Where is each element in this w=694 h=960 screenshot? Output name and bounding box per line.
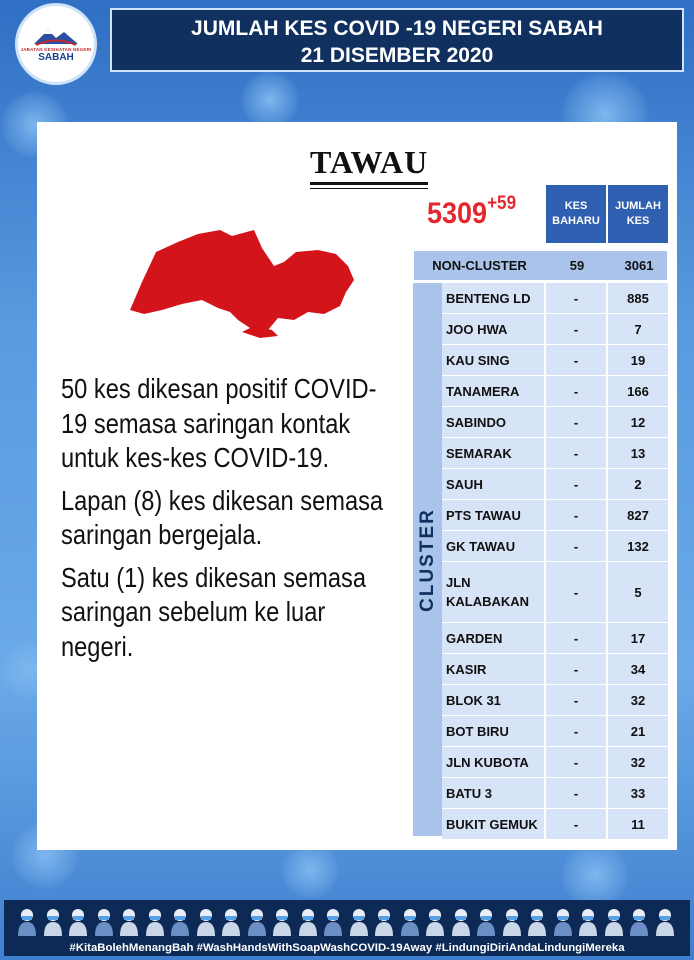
row-divider [606, 747, 608, 777]
cluster-new-cases: - [573, 785, 579, 801]
table-row [442, 531, 668, 562]
cluster-new-cases: - [573, 584, 579, 600]
cluster-name: JOO HWA [446, 321, 508, 337]
cluster-total-cases: 885 [627, 290, 649, 306]
total-cases-value: 5309 [427, 197, 488, 230]
frontliner-figure-icon [501, 906, 523, 936]
table-row [442, 778, 668, 809]
description-paragraph-1: 50 kes dikesan positif COVID-19 semasa saringan kontak untuk kes-kes COVID-19. [61, 373, 377, 473]
health-department-logo [18, 6, 94, 82]
table-row [442, 469, 668, 500]
row-divider [544, 654, 546, 684]
footer-banner [4, 900, 690, 956]
row-divider [606, 283, 608, 313]
table-row [442, 283, 668, 314]
cluster-name: KAU SING [446, 352, 510, 368]
row-divider [606, 809, 608, 839]
cluster-label-text: CLUSTER [416, 507, 438, 612]
frontliner-figure-icon [42, 906, 64, 936]
header-total-cases: JUMLAH KES [608, 185, 668, 243]
frontliner-figure-icon [220, 906, 242, 936]
cluster-name: BLOK 31 [446, 692, 501, 708]
frontliner-figure-icon [169, 906, 191, 936]
frontliner-figure-icon [475, 906, 497, 936]
frontliner-figure-icon [118, 906, 140, 936]
row-divider [606, 314, 608, 344]
cluster-total-cases: 132 [627, 538, 649, 554]
row-divider [544, 407, 546, 437]
cluster-total-cases: 32 [630, 692, 646, 708]
cluster-name: JLN KUBOTA [446, 754, 529, 770]
row-divider [606, 654, 608, 684]
total-cases [427, 193, 517, 231]
cluster-name: TANAMERA [446, 383, 520, 399]
new-cases-value: +59 [487, 193, 517, 214]
cluster-name: BUKIT GEMUK [446, 816, 538, 832]
frontliner-figure-icon [577, 906, 599, 936]
row-divider [544, 500, 546, 530]
row-divider [544, 685, 546, 715]
frontliner-figures [4, 900, 690, 936]
row-divider [544, 747, 546, 777]
frontliner-figure-icon [603, 906, 625, 936]
row-divider [606, 438, 608, 468]
frontliner-figure-icon [246, 906, 268, 936]
footer-hashtags: #KitaBolehMenangBah #WashHandsWithSoapWashCOVID-19Away #LindungiDiriAndaLindungiMereka [69, 942, 625, 954]
cluster-new-cases: - [573, 476, 579, 492]
cluster-group-label [413, 283, 442, 836]
cluster-new-cases: - [573, 692, 579, 708]
cluster-new-cases: - [573, 383, 579, 399]
frontliner-figure-icon [373, 906, 395, 936]
frontliner-figure-icon [552, 906, 574, 936]
row-divider [544, 716, 546, 746]
row-divider [606, 685, 608, 715]
non-cluster-new: 59 [569, 258, 585, 273]
row-divider [606, 778, 608, 808]
row-divider [606, 500, 608, 530]
table-row [442, 747, 668, 778]
description-paragraph-2: Lapan (8) kes dikesan semasa saringan bergejala. [61, 484, 384, 550]
cluster-total-cases: 5 [634, 584, 642, 600]
row-divider [606, 562, 608, 622]
row-divider [544, 283, 546, 313]
row-divider [606, 407, 608, 437]
row-divider [544, 809, 546, 839]
table-row [442, 314, 668, 345]
frontliner-figure-icon [322, 906, 344, 936]
row-divider [544, 376, 546, 406]
table-row [442, 716, 668, 747]
cluster-name: SAUH [446, 476, 483, 492]
row-divider [606, 716, 608, 746]
cluster-new-cases: - [573, 507, 579, 523]
row-divider [544, 778, 546, 808]
cluster-name: KASIR [446, 661, 487, 677]
cluster-name: BATU 3 [446, 785, 492, 801]
cluster-name: BENTENG LD [446, 290, 531, 306]
frontliner-figure-icon [67, 906, 89, 936]
cluster-name: SABINDO [446, 414, 506, 430]
cluster-total-cases: 2 [634, 476, 642, 492]
cluster-name: SEMARAK [446, 445, 512, 461]
title-line-1: JUMLAH KES COVID -19 NEGERI SABAH [191, 17, 603, 40]
row-divider [544, 345, 546, 375]
cluster-total-cases: 11 [631, 816, 645, 832]
frontliner-figure-icon [654, 906, 676, 936]
row-divider [606, 469, 608, 499]
frontliner-figure-icon [526, 906, 548, 936]
row-divider [606, 376, 608, 406]
row-divider [544, 562, 546, 622]
row-divider [606, 623, 608, 653]
frontliner-figure-icon [450, 906, 472, 936]
cluster-new-cases: - [573, 630, 579, 646]
virus-decoration [240, 70, 300, 130]
cluster-total-cases: 13 [630, 445, 646, 461]
description-paragraph-3: Satu (1) kes dikesan semasa saringan sebelum ke luar negeri. [61, 561, 366, 662]
table-row [442, 809, 668, 840]
table-row [442, 345, 668, 376]
table-row [442, 407, 668, 438]
cluster-total-cases: 827 [627, 507, 649, 523]
frontliner-figure-icon [297, 906, 319, 936]
cluster-new-cases: - [573, 754, 579, 770]
frontliner-figure-icon [144, 906, 166, 936]
frontliner-figure-icon [399, 906, 421, 936]
logo-text-line1: JABATAN KESIHATAN NEGERI [20, 46, 92, 52]
cluster-total-cases: 21 [630, 723, 646, 739]
table-row [442, 623, 668, 654]
cluster-name: BOT BIRU [446, 723, 509, 739]
cluster-table [442, 283, 668, 840]
cluster-new-cases: - [573, 661, 579, 677]
cluster-new-cases: - [573, 723, 579, 739]
non-cluster-total: 3061 [624, 258, 654, 273]
frontliner-figure-icon [628, 906, 650, 936]
row-divider [544, 623, 546, 653]
page-title [110, 8, 684, 72]
frontliner-figure-icon [424, 906, 446, 936]
row-divider [544, 469, 546, 499]
cluster-total-cases: 7 [634, 321, 642, 337]
table-row [442, 438, 668, 469]
case-description [61, 372, 384, 672]
table-row [442, 376, 668, 407]
logo-text-line2: SABAH [38, 51, 74, 63]
frontliner-figure-icon [93, 906, 115, 936]
cluster-name: JLN KALABAKAN [446, 575, 530, 609]
cluster-new-cases: - [573, 321, 579, 337]
table-row [442, 685, 668, 716]
cluster-name: GK TAWAU [446, 538, 516, 554]
row-divider [544, 531, 546, 561]
frontliner-figure-icon [271, 906, 293, 936]
cluster-new-cases: - [573, 352, 579, 368]
tawau-map-icon [122, 222, 362, 342]
cluster-total-cases: 32 [630, 754, 646, 770]
non-cluster-row [413, 250, 668, 281]
cluster-name: GARDEN [446, 630, 503, 646]
header-new-cases: KES BAHARU [546, 185, 606, 243]
district-title: TAWAU [310, 144, 428, 185]
frontliner-figure-icon [16, 906, 38, 936]
cluster-new-cases: - [573, 538, 579, 554]
cluster-new-cases: - [573, 414, 579, 430]
row-divider [606, 345, 608, 375]
cluster-total-cases: 12 [630, 414, 646, 430]
cluster-name: PTS TAWAU [446, 507, 521, 523]
table-row [442, 500, 668, 531]
table-row [442, 562, 668, 623]
content-panel [37, 122, 677, 850]
row-divider [544, 438, 546, 468]
row-divider [606, 531, 608, 561]
cluster-total-cases: 19 [630, 352, 646, 368]
cluster-new-cases: - [573, 290, 579, 306]
cluster-total-cases: 34 [630, 661, 646, 677]
cluster-new-cases: - [573, 816, 579, 832]
title-line-2: 21 DISEMBER 2020 [300, 44, 494, 67]
cluster-total-cases: 166 [627, 383, 649, 399]
frontliner-figure-icon [195, 906, 217, 936]
non-cluster-label: NON-CLUSTER [432, 258, 527, 273]
mountain-logo-icon [32, 26, 80, 46]
cluster-total-cases: 33 [630, 785, 646, 801]
cluster-new-cases: - [573, 445, 579, 461]
cluster-total-cases: 17 [630, 630, 646, 646]
frontliner-figure-icon [348, 906, 370, 936]
row-divider [544, 314, 546, 344]
table-row [442, 654, 668, 685]
